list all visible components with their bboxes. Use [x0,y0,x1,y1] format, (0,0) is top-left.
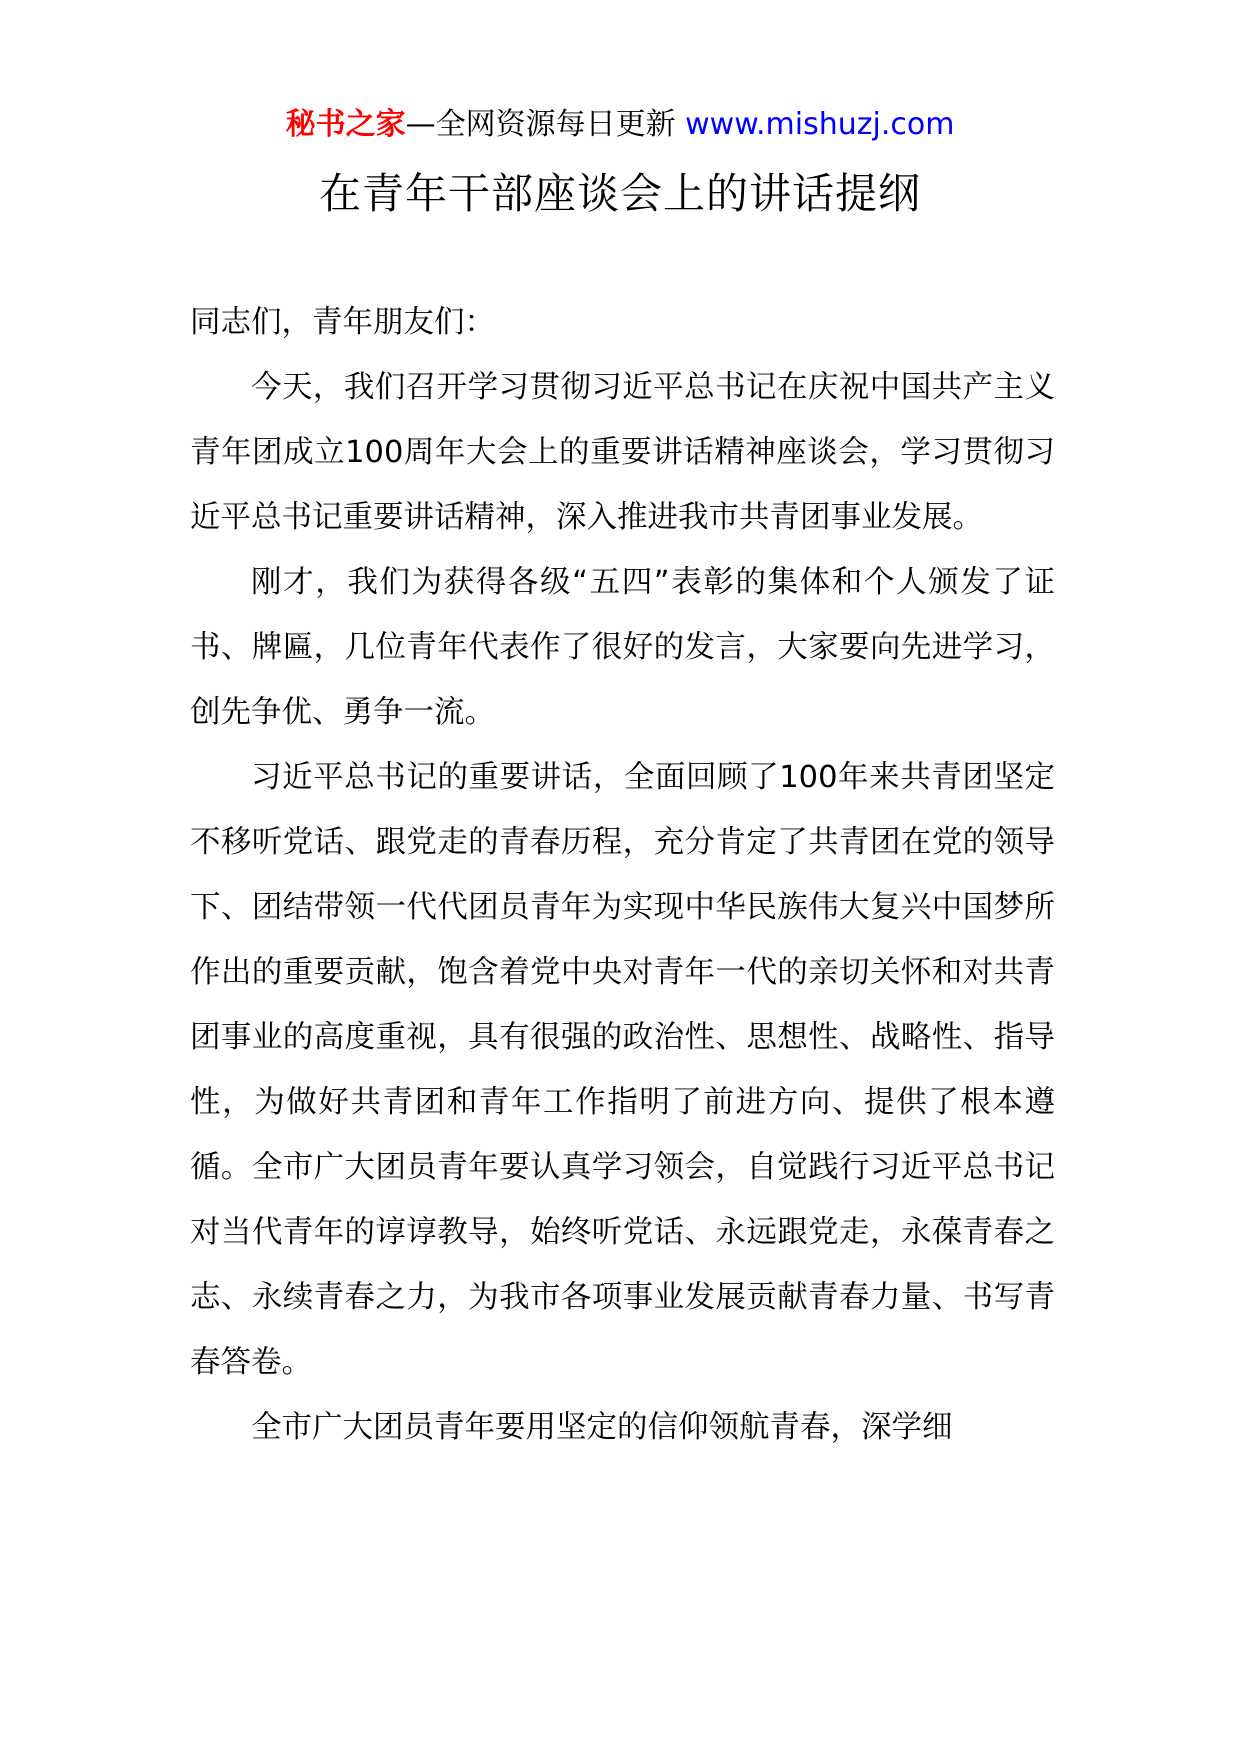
site-url-link[interactable]: www.mishuzj.com [685,107,955,142]
paragraph: 全市广大团员青年要用坚定的信仰领航青春，深学细 [251,1410,953,1445]
paragraph: 今天，我们召开学习贯彻习近平总书记在庆祝中国共产主义青年团成立100周年大会上的重要讲话精神座谈会，学习贯彻习近平总书记重要讲话精神，深入推进我市共青团事业发展。 [190,370,1055,535]
brand-name: 秘书之家 [285,107,406,142]
document-title: 在青年干部座谈会上的讲话提纲 [318,169,921,218]
header-tagline: —全网资源每日更新 [405,107,686,142]
salutation: 同志们，青年朋友们： [190,305,495,340]
document-body [190,290,1055,1460]
site-header [0,103,1240,147]
paragraph: 习近平总书记的重要讲话，全面回顾了100年来共青团坚定不移听党话、跟党走的青春历程，充分肯定了共青团在党的领导下、团结带领一代代团员青年为实现中华民族伟大复兴中国梦所作出的重要贡献，饱含着党中央对青年一代的亲切关怀和对共青团事业的高度重视，具有很强的政治性、思想性、战略性、指导性，为做好共青团和青年工作指明了前进方向、提供了根本遵循。全市广大团员青年要认真学习领会，自觉践行习近平总书记对当代青年的谆谆教导，始终听党话、永远跟党走，永葆青春之志、永续青春之力，为我市各项事业发展贡献青春力量、书写青春答卷。 [190,760,1055,1380]
paragraph: 刚才，我们为获得各级“五四”表彰的集体和个人颁发了证书、牌匾，几位青年代表作了很好的发言，大家要向先进学习，创先争优、勇争一流。 [190,565,1055,730]
